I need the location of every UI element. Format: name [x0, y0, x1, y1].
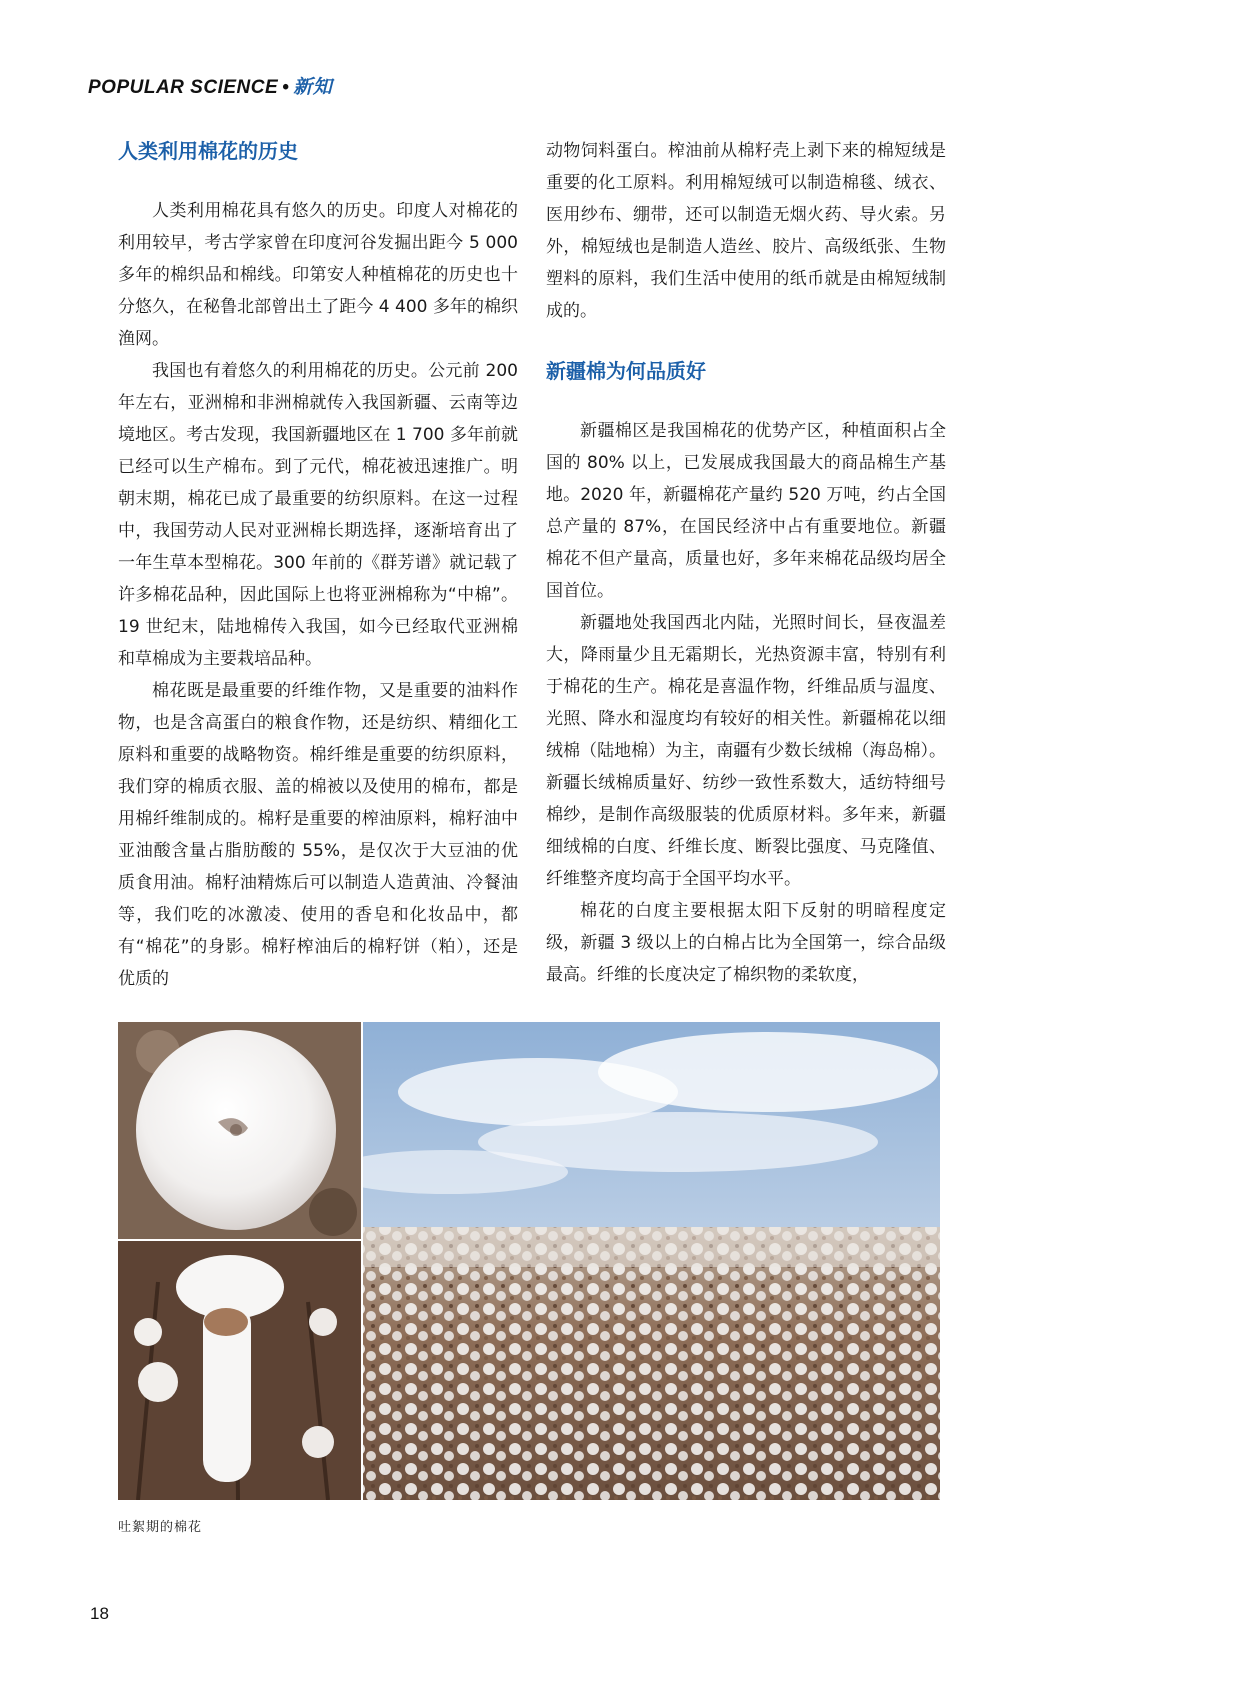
section-heading-xinjiang: 新疆棉为何品质好 [546, 359, 706, 383]
section-heading-history: 人类利用棉花的历史 [118, 139, 298, 163]
magazine-header [88, 72, 332, 102]
cotton-field-photo [328, 1022, 940, 1500]
right-column [546, 135, 946, 991]
cotton-boll-closeup-photo [118, 1022, 362, 1240]
cotton-plant-photo [118, 1240, 362, 1500]
magazine-brand: POPULAR SCIENCE [88, 77, 279, 98]
page-number: 18 [90, 1604, 109, 1623]
cotton-photo-collage [118, 1022, 940, 1500]
paragraph: 棉花的白度主要根据太阳下反射的明暗程度定级，新疆 3 级以上的白棉占比为全国第一，综合品级最高。纤维的长度决定了棉织物的柔软度， [546, 901, 946, 985]
paragraph-continued: 动物饲料蛋白。榨油前从棉籽壳上剥下来的棉短绒是重要的化工原料。利用棉短绒可以制造棉毯、绒衣、医用纱布、绷带，还可以制造无烟火药、导火索。另外，棉短绒也是制造人造丝、胶片、高级纸张、生物塑料的原料，我们生活中使用的纸币就是由棉短绒制成的。 [546, 141, 946, 321]
header-separator: • [282, 77, 290, 98]
section-name: 新知 [293, 77, 333, 98]
left-column [118, 135, 518, 995]
paragraph: 人类利用棉花具有悠久的历史。印度人对棉花的利用较早，考古学家曾在印度河谷发掘出距今 5 000 多年的棉织品和棉线。印第安人种植棉花的历史也十分悠久，在秘鲁北部曾出土了距今 4 400 多年的棉织渔网。 [118, 201, 518, 349]
paragraph: 棉花既是最重要的纤维作物，又是重要的油料作物，也是含高蛋白的粮食作物，还是纺织、精细化工原料和重要的战略物资。棉纤维是重要的纺织原料，我们穿的棉质衣服、盖的棉被以及使用的棉布，都是用棉纤维制成的。棉籽是重要的榨油原料，棉籽油中亚油酸含量占脂肪酸的 55%，是仅次于大豆油的优质食用油。棉籽油精炼后可以制造人造黄油、冷餐油等，我们吃的冰激凌、使用的香皂和化妆品中，都有“棉花”的身影。棉籽榨油后的棉籽饼（粕），还是优质的 [118, 681, 518, 989]
paragraph: 新疆地处我国西北内陆，光照时间长，昼夜温差大，降雨量少且无霜期长，光热资源丰富，特别有利于棉花的生产。棉花是喜温作物，纤维品质与温度、光照、降水和湿度均有较好的相关性。新疆棉花以细绒棉（陆地棉）为主，南疆有少数长绒棉（海岛棉）。新疆长绒棉质量好、纺纱一致性系数大，适纺特细号棉纱，是制作高级服装的优质原材料。多年来，新疆细绒棉的白度、纤维长度、断裂比强度、马克隆值、纤维整齐度均高于全国平均水平。 [546, 613, 946, 889]
paragraph: 新疆棉区是我国棉花的优势产区，种植面积占全国的 80% 以上，已发展成我国最大的商品棉生产基地。2020 年，新疆棉花产量约 520 万吨，约占全国总产量的 87%，在国民经济中占有重要地位。新疆棉花不但产量高，质量也好，多年来棉花品级均居全国首位。 [546, 421, 946, 601]
figure-caption: 吐絮期的棉花 [118, 1520, 203, 1535]
paragraph: 我国也有着悠久的利用棉花的历史。公元前 200 年左右，亚洲棉和非洲棉就传入我国新疆、云南等边境地区。考古发现，我国新疆地区在 1 700 多年前就已经可以生产棉布。到了元代，棉花被迅速推广。明朝末期，棉花已成了最重要的纺织原料。在这一过程中，我国劳动人民对亚洲棉长期选择，逐渐培育出了一年生草本型棉花。300 年前的《群芳谱》就记载了许多棉花品种，因此国际上也将亚洲棉称为“中棉”。19 世纪末，陆地棉传入我国，如今已经取代亚洲棉和草棉成为主要栽培品种。 [118, 361, 518, 669]
